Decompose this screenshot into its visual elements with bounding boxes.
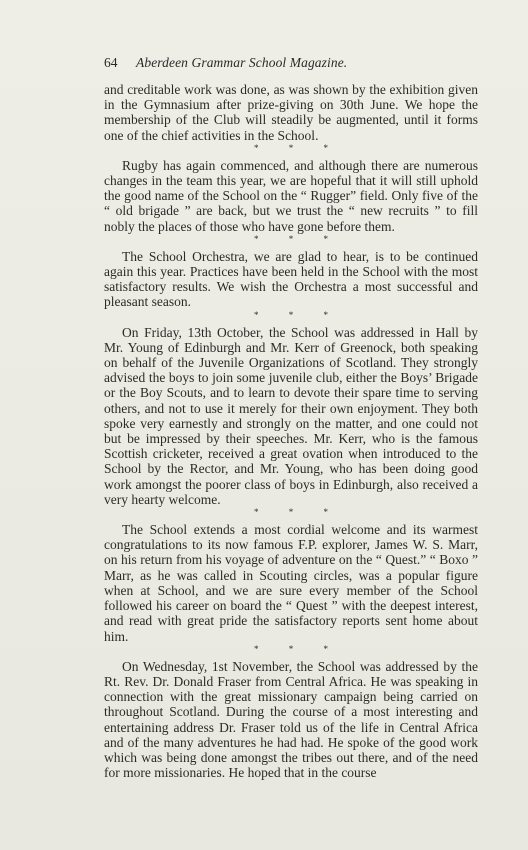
paragraph-rugby: Rugby has again commenced, and although there are numerous changes in the team this year, we are hopeful that it will still uphold the good name of the School on the “ Rugger” field. Only five of the “ old brigade ” are back, but we trust the “ new recruits ” to fill nobly the places of those who have gone before them.	[104, 157, 478, 234]
section-separator: * * *	[254, 643, 342, 654]
article-body	[104, 82, 478, 780]
running-title: Aberdeen Grammar School Magazine.	[136, 55, 348, 70]
section-separator: * * *	[254, 309, 342, 320]
paragraph-orchestra: The School Orchestra, we are glad to hear, is to be continued again this year. Practices have been held in the School with the most satisfactory results. We wish the Orchestra a most successful and pleasant season.	[104, 248, 478, 310]
paragraph-juvenile-organizations: On Friday, 13th October, the School was addressed in Hall by Mr. Young of Edinburgh and Mr. Kerr of Greenock, both speaking on behalf of the Juvenile Organizations of Scotland. They strongly advised the boys to join some juvenile club, either the Boys’ Brigade or the Boy Scouts, and to learn to devote their spare time to serving others, and not to use it merely for their own enjoyment. They both spoke very earnestly and strongly on the matter, and one could not but be impressed by their speeches. Mr. Kerr, who is the famous Scottish cricketer, received a great ovation when introduced to the School by the Rector, and Mr. Young, who has been doing good work amongst the poorer class of boys in Edinburgh, also received a very hearty welcome.	[104, 324, 478, 507]
page-number: 64	[104, 55, 118, 70]
section-separator: * * *	[254, 142, 342, 153]
paragraph-gymnastics-club: and creditable work was done, as was shown by the exhibition given in the Gymnasium after prize-giving on 30th June. We hope the membership of the Club will steadily be augmented, until it forms one of the chief activities in the School.	[104, 82, 478, 143]
section-separator: * * *	[254, 507, 342, 518]
paragraph-marr-welcome: The School extends a most cordial welcome and its warmest congratulations to its now famous F.P. explorer, James W. S. Marr, on his return from his voyage of adventure on the “ Quest.” “ Boxo ” Marr, as he was called in Scouting circles, was a popular figure when at School, and we are sure every member of the School followed his career on board the “ Quest ” with the deepest interest, and read with great pride the satisfactory reports sent home about him.	[104, 522, 478, 644]
page-header	[104, 55, 476, 73]
section-separator: * * *	[254, 233, 342, 244]
paragraph-fraser-address: On Wednesday, 1st November, the School was addressed by the Rt. Rev. Dr. Donald Fraser from Central Africa. He was speaking in connection with the great missionary campaign being carried on throughout Scotland. During the course of a most interesting and entertaining address Dr. Fraser told us of the life in Central Africa and of the many adventures he had had. He spoke of the good work which was being done amongst the tribes out there, and of the need for more missionaries. He hoped that in the course	[104, 658, 478, 781]
